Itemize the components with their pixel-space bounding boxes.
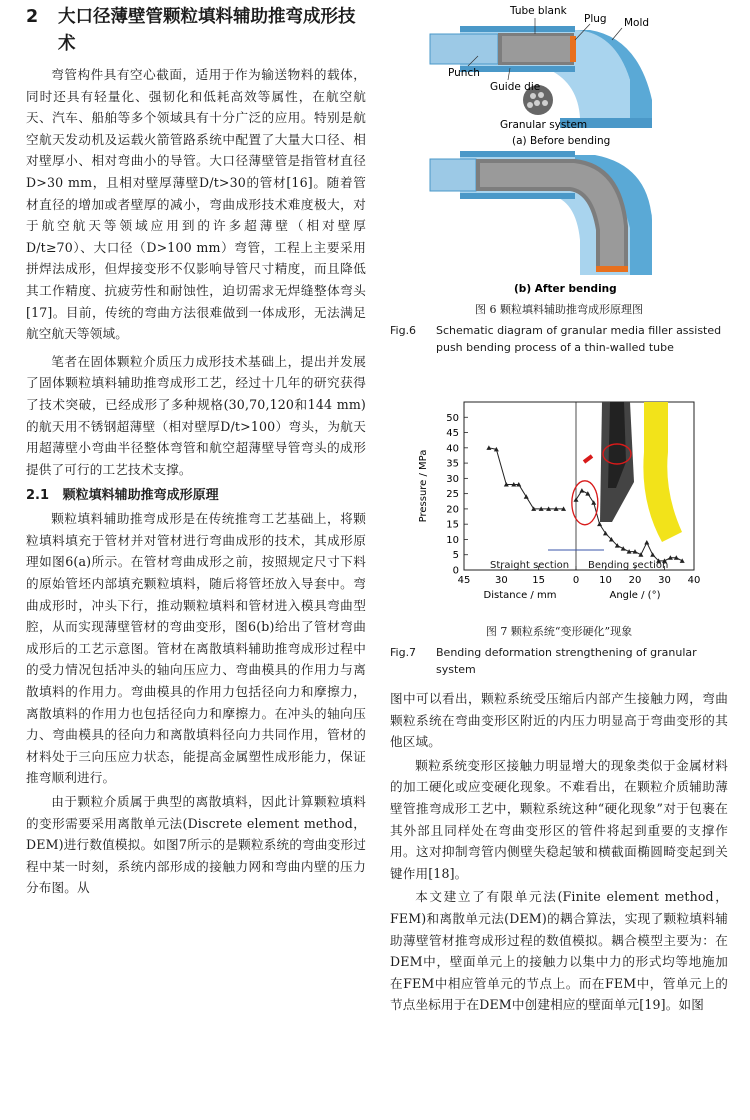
series-bending-point <box>680 558 685 563</box>
straight-section-label: Straight section <box>490 560 570 571</box>
y-tick-label: 45 <box>446 428 459 440</box>
x-tick-label: 40 <box>687 575 701 586</box>
red-arrow <box>584 456 592 462</box>
subsection-number: 2.1 <box>26 488 50 504</box>
series-bending-point <box>638 552 643 557</box>
y-axis-label: Pressure / MPa <box>418 449 429 523</box>
y-tick-label: 10 <box>446 534 459 546</box>
label-tube-blank: Tube blank <box>510 5 567 17</box>
section-heading <box>26 4 366 58</box>
section-title: 大口径薄壁管颗粒填料辅助推弯成形技术 <box>58 7 356 54</box>
guide-die-top <box>460 26 575 32</box>
series-bending-point <box>579 488 584 493</box>
series-bending-point <box>585 491 590 496</box>
left-column <box>26 4 366 899</box>
figure-7-chart <box>412 392 712 622</box>
granular-fill <box>502 36 570 62</box>
fig6-caption-cn: 图 6 颗粒填料辅助推弯成形原理图 <box>475 303 643 316</box>
y-tick-label: 15 <box>446 519 459 531</box>
label-granular-system: Granular system <box>500 119 588 131</box>
y-tick-label: 5 <box>452 550 459 562</box>
subsection-heading <box>26 486 366 506</box>
y-tick-label: 20 <box>446 504 459 516</box>
series-bending-point <box>650 552 655 557</box>
x-tick-label: 20 <box>628 575 642 586</box>
y-tick-label: 25 <box>446 489 459 501</box>
series-bending-point <box>597 522 602 527</box>
punch-b <box>430 159 476 191</box>
x-axis-label-angle: Angle / (°) <box>609 590 661 601</box>
bent-granular <box>480 163 624 268</box>
series-bending-point <box>621 546 626 551</box>
series-bending-point <box>644 540 649 545</box>
y-tick-label: 0 <box>452 565 459 577</box>
fig6-caption-en-label: Fig.6 <box>390 324 417 337</box>
label-plug: Plug <box>584 13 607 25</box>
subsection-title: 颗粒填料辅助推弯成形原理 <box>62 488 219 504</box>
paragraph-author-work: 笔者在固体颗粒介质压力成形技术基础上，提出并发展了固体颗粒填料辅助推弯成形工艺，经过十几年的研究获得了技术突破，已经成形了多种规格(30,70,120和144 mm)的航天用不锈钢超薄壁（相对壁厚D/t>100）弯头，为航天用超薄壁小弯曲半径整体弯管和航空超薄壁导管弯头的成形提供了可行的工艺技术支撑。 <box>26 353 366 477</box>
figure-6-caption <box>390 302 728 356</box>
fig6a-before-bending <box>430 5 655 147</box>
fig7-caption-en-label: Fig.7 <box>390 646 417 659</box>
x-tick-label: 30 <box>658 575 671 586</box>
label-mold: Mold <box>624 17 650 29</box>
fig6-caption-en-text: Schematic diagram of granular media filler assisted push bending process of a thin-walled tube <box>436 324 722 354</box>
series-straight-point <box>524 494 529 499</box>
fig7-caption-cn: 图 7 颗粒系统“变形硬化”现象 <box>485 625 633 638</box>
label-punch: Punch <box>448 67 480 79</box>
paragraph-fem-dem: 本文建立了有限单元法(Finite element method，FEM)和离散单元法(DEM)的耦合算法，实现了颗粒填料辅助薄壁管材推弯成形过程的数值模拟。耦合模型主要为：在DEM中，壁面单元上的接触力以集中力的形式均等地施加在FEM中相应管单元的节点上。而在FEM中，管单元上的节点坐标用于在DEM中创建相应的壁面单元[19]。如图 <box>390 889 728 1013</box>
fig6a-label: (a) Before bending <box>512 135 611 147</box>
right-text <box>390 688 728 1016</box>
guide-die-b-bottom <box>460 193 575 199</box>
paragraph-intro: 弯管构件具有空心截面，适用于作为输送物料的载体，同时还具有轻量化、强韧化和低耗高效等属性，在航空航天、汽车、船舶等多个领域具有十分广泛的应用。特别是航空航天发动机及运载火箭管路系统中配置了大量大口径、相对壁厚小、相对弯曲小的导管。大口径薄壁管是指管材直径D>30 mm，且相对壁厚薄壁D/t>30的管材[16]。随着管材直径的增加或者壁厚的减小，弯曲成形技术难度极大，对于航空航天等领域应用到的许多超薄壁（相对壁厚D/t≥70）、大口径（D>100 mm）弯管，工程上主要采用拼焊法成形，但焊接变形不仅影响导管尺寸精度，而且降低其工作精度、抗疲劳性和耐蚀性，迫切需求无焊缝整体弯头[17]。目前，传统的弯曲方法很难做到一体成形，无法满足航空航天等领域。 <box>26 67 366 342</box>
y-tick-label: 35 <box>446 458 459 470</box>
fig6b-label: (b) After bending <box>514 283 617 295</box>
paragraph-hardening: 颗粒系统变形区接触力明显增大的现象类似于金属材料的加工硬化或应变硬化现象。不难看出，在颗粒介质辅助薄壁管推弯成形工艺中，颗粒系统这种“硬化现象”对于包裹在其外部且同样处在弯曲变形区的管件将起到重要的支撑作用。这对抑制弯管内侧壁失稳起皱和横截面椭圆畸变起到关键作用[18]。 <box>390 757 728 881</box>
figure-7-caption <box>390 624 728 678</box>
x-tick-label: 0 <box>572 575 580 586</box>
paragraph-principle: 颗粒填料辅助推弯成形是在传统推弯工艺基础上，将颗粒填料填充于管材并对管材进行弯曲成形的技术，其成形原理如图6(a)所示。在管材弯曲成形之前，按照规定尺寸下料的原始管坯内部填充颗粒填料，随后将管坯放入导套中。弯曲成形时，冲头下行，推动颗粒填料和管材进入模具弯曲型腔，从而实现薄壁管材的弯曲变形，图6(b)给出了管材弯曲成形后的工艺示意图。管材在离散填料辅助推弯成形过程中的受力情况包括冲头的轴向压应力、弯曲模具的作用力与离散填料的作用力。弯曲模具的作用力包括径向力和摩擦力，离散填料的作用力也包括径向力和摩擦力。在冲头的轴向压力、弯曲模具的径向力和离散填料径向力共同作用，管材的材料处于三向压应力状态，能提高金属塑性成形能力，保证推弯顺利进行。 <box>26 511 366 786</box>
x-axis-label-distance: Distance / mm <box>483 590 557 601</box>
x-tick-label: 10 <box>599 575 612 586</box>
fig7-caption-en-text: Bending deformation strengthening of granular system <box>436 646 697 676</box>
figure-6-diagram <box>390 0 728 300</box>
label-guide-die: Guide die <box>490 81 541 93</box>
punch <box>430 34 498 64</box>
section-number: 2 <box>26 7 39 27</box>
paragraph-contact-network: 图中可以看出，颗粒系统受压缩后内部产生接触力网，弯曲颗粒系统在弯曲变形区附近的内压力明显高于弯曲变形的其他区域。 <box>390 691 728 750</box>
fig6-caption-en <box>390 322 728 356</box>
guide-die-b-top <box>460 151 575 157</box>
series-straight-line <box>489 448 564 509</box>
bending-section-label: Bending section <box>588 560 669 571</box>
y-tick-label: 40 <box>446 443 459 455</box>
figure-6 <box>390 0 728 295</box>
paragraph-dem: 由于颗粒介质属于典型的离散填料，因此计算颗粒填料的变形需要采用离散单元法(Discrete element method，DEM)进行数值模拟。如图7所示的是颗粒系统的弯曲变形过程中某一时刻，系统内部形成的接触力网和弯曲内壁的压力分布图。从 <box>26 794 366 896</box>
x-tick-label: 15 <box>532 575 546 586</box>
inset-pressure-map <box>643 402 682 542</box>
x-tick-label: 45 <box>457 575 471 586</box>
fig6b-after-bending <box>430 151 652 295</box>
y-tick-label: 30 <box>446 473 459 485</box>
series-straight-point <box>486 445 491 450</box>
figure-7 <box>412 392 712 622</box>
x-tick-label: 30 <box>494 575 508 586</box>
fig7-caption-en <box>390 644 728 678</box>
y-tick-label: 50 <box>446 412 459 424</box>
plug-b <box>596 266 628 272</box>
